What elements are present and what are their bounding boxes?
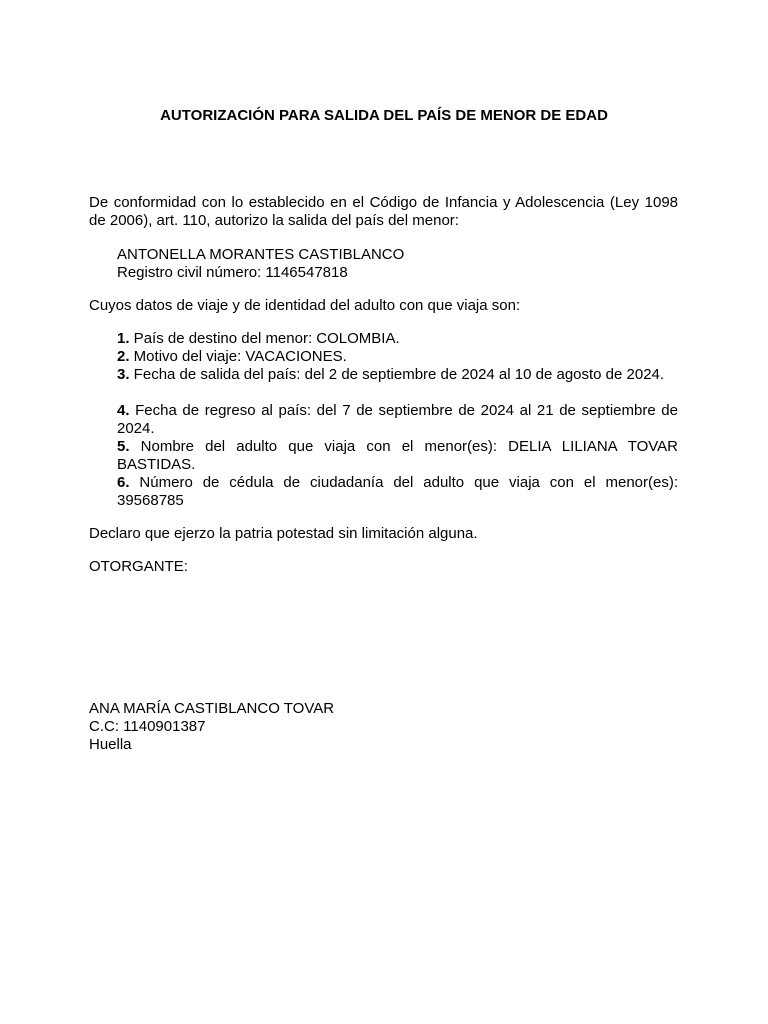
list-text: Fecha de regreso al país: del 7 de septiembre de 2024 al 21 de septiembre de 2024.	[117, 402, 678, 437]
list-number: 6.	[117, 474, 130, 491]
list-item-5	[117, 438, 678, 474]
list-number: 3.	[117, 366, 130, 383]
list-text: Motivo del viaje: VACACIONES.	[129, 348, 347, 365]
list-item-1	[117, 330, 678, 348]
signer-id: C.C: 1140901387	[89, 718, 206, 735]
travel-list-2	[117, 402, 678, 510]
list-text: Fecha de salida del país: del 2 de septiembre de 2024 al 10 de agosto de 2024.	[129, 366, 665, 383]
minor-registry: Registro civil número: 1146547818	[117, 264, 348, 281]
signer-name: ANA MARÍA CASTIBLANCO TOVAR	[89, 700, 335, 717]
list-text: País de destino del menor: COLOMBIA.	[129, 330, 400, 347]
list-text: Nombre del adulto que viaja con el menor(es): DELIA LILIANA TOVAR BASTIDAS.	[117, 438, 678, 473]
document-title: AUTORIZACIÓN PARA SALIDA DEL PAÍS DE MENOR DE EDAD	[160, 107, 608, 124]
minor-info	[117, 246, 678, 282]
list-item-3	[117, 366, 678, 384]
list-text: Número de cédula de ciudadanía del adulto que viaja con el menor(es): 39568785	[117, 474, 678, 509]
signature-block	[89, 700, 678, 754]
list-item-2	[117, 348, 678, 366]
travel-list-1	[117, 330, 678, 384]
list-number: 4.	[117, 402, 130, 419]
list-number: 2.	[117, 348, 130, 365]
list-item-4	[117, 402, 678, 438]
grantor-label: OTORGANTE:	[89, 558, 188, 575]
list-number: 1.	[117, 330, 130, 347]
intro-paragraph: De conformidad con lo establecido en el Código de Infancia y Adolescencia (Ley 1098 de 2006), art. 110, autorizo la salida del país del menor:	[89, 194, 678, 229]
list-item-6	[117, 474, 678, 510]
minor-name: ANTONELLA MORANTES CASTIBLANCO	[117, 246, 405, 263]
declaration: Declaro que ejerzo la patria potestad sin limitación alguna.	[89, 525, 478, 542]
travel-intro: Cuyos datos de viaje y de identidad del adulto con que viaja son:	[89, 297, 521, 314]
fingerprint-label: Huella	[89, 736, 132, 753]
list-number: 5.	[117, 438, 130, 455]
